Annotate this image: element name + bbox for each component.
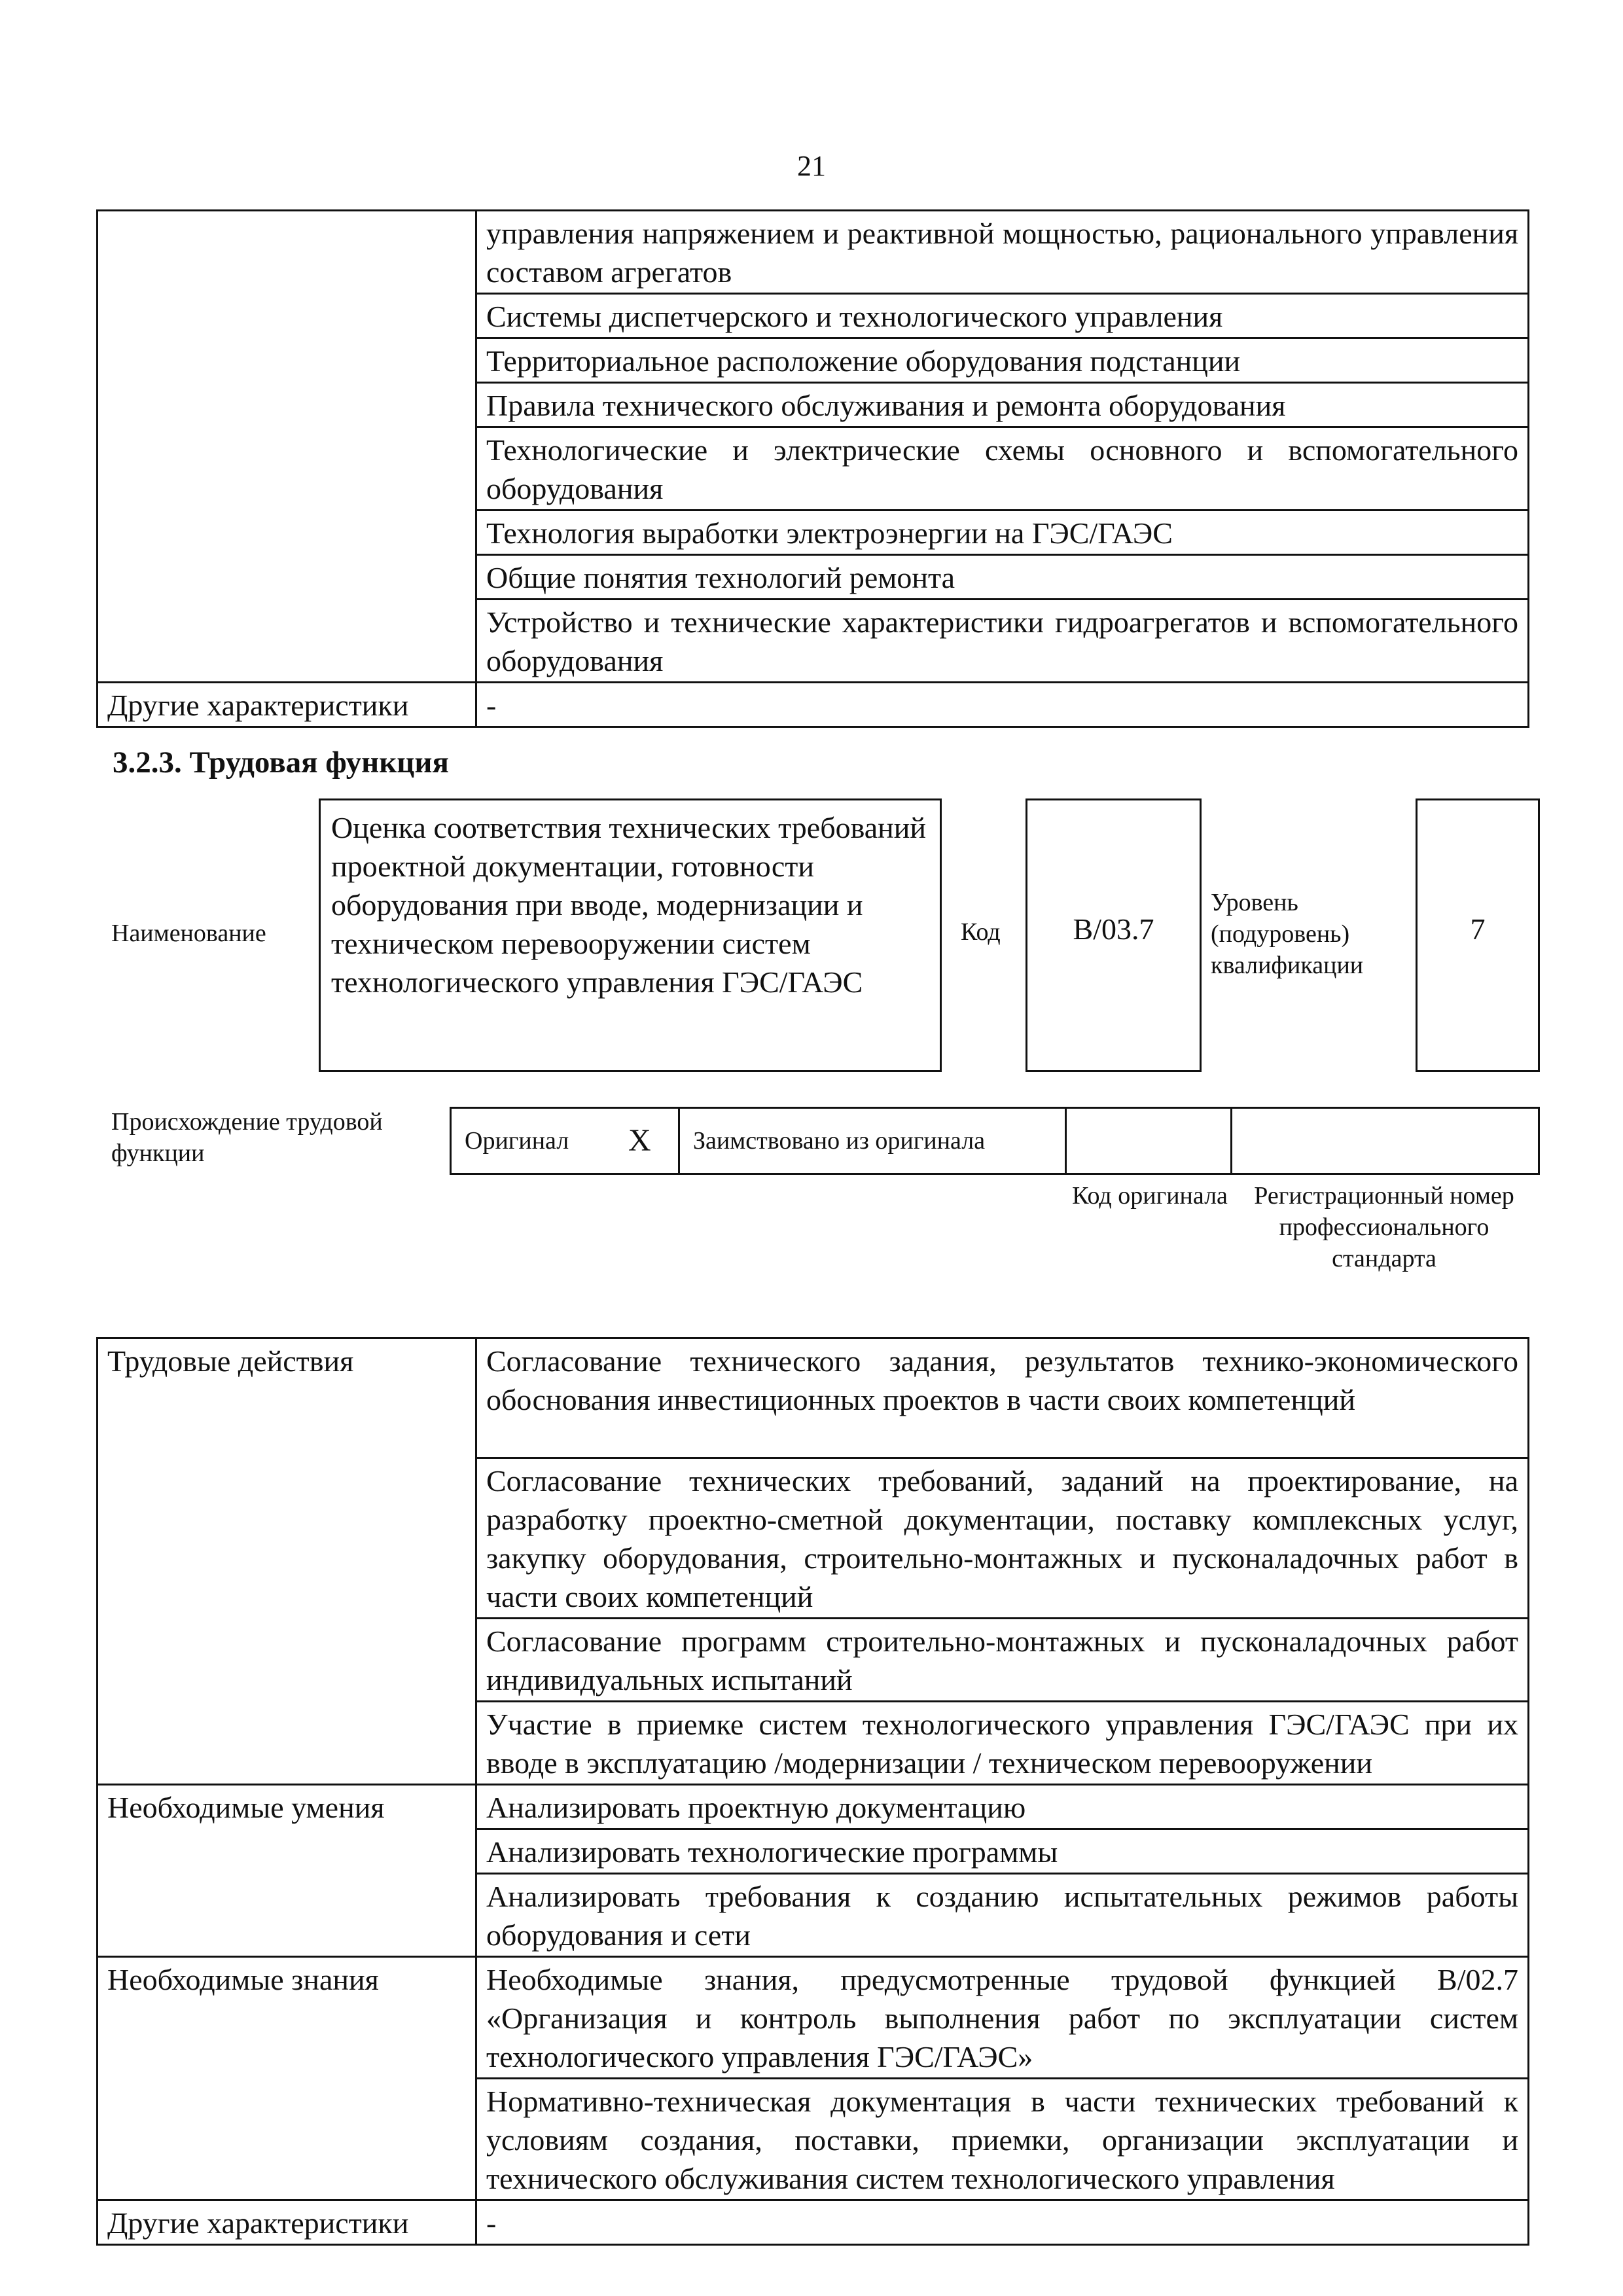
knowledge-item: Нормативно-техническая документация в части технических требований к условиям создания, поставки, приемки, организации эксплуатации и технического обслуживания систем технологического управления — [476, 2079, 1529, 2200]
main-table — [96, 1337, 1529, 2246]
original-code-cell — [1065, 1107, 1232, 1175]
original-mark: X — [628, 1123, 651, 1158]
name-box: Оценка соответствия технических требований проектной документации, готовности оборудования при вводе, модернизации и техническом перевооружении систем технологического управления ГЭС/ГАЭС — [319, 798, 942, 1072]
skills-label: Необходимые умения — [98, 1785, 476, 1957]
origin-row — [450, 1107, 1540, 1175]
knowledge-item: Необходимые знания, предусмотренные трудовой функцией B/02.7 «Организация и контроль выполнения работ по эксплуатации систем технологического управления ГЭС/ГАЭС» — [476, 1957, 1529, 2079]
top-table-row: Системы диспетчерского и технологического управления — [476, 294, 1529, 338]
action-item: Участие в приемке систем технологического управления ГЭС/ГАЭС при их вводе в эксплуатацию /модернизации / техническом перевооружении — [476, 1702, 1529, 1785]
page-number: 21 — [797, 150, 826, 182]
code-box: B/03.7 — [1026, 798, 1202, 1072]
top-table-row: Технологические и электрические схемы основного и вспомогательного оборудования — [476, 427, 1529, 511]
skill-item: Анализировать технологические программы — [476, 1829, 1529, 1874]
top-table — [96, 209, 1529, 728]
top-table-row: Технология выработки электроэнергии на ГЭС/ГАЭС — [476, 511, 1529, 555]
borrowed-cell: Заимствовано из оригинала — [678, 1107, 1067, 1175]
action-item: Согласование технического задания, результатов технико-экономического обоснования инвестиционных проектов в части своих компетенций — [476, 1338, 1529, 1458]
origin-label: Происхождение трудовой функции — [111, 1108, 383, 1167]
top-table-other-label: Другие характеристики — [98, 683, 476, 727]
top-table-row: управления напряжением и реактивной мощностью, рационального управления составом агрегатов — [476, 211, 1529, 294]
skill-item: Анализировать требования к созданию испытательных режимов работы оборудования и сети — [476, 1874, 1529, 1957]
top-table-empty-label-cell — [98, 211, 476, 683]
top-table-other-value: - — [476, 683, 1529, 727]
registration-number-cell — [1230, 1107, 1540, 1175]
code-label: Код — [961, 918, 1001, 946]
name-label: Наименование — [111, 920, 266, 947]
top-table-row: Общие понятия технологий ремонта — [476, 555, 1529, 600]
original-cell — [450, 1107, 680, 1175]
actions-label: Трудовые действия — [98, 1338, 476, 1785]
level-label: Уровень (подуровень) квалификации — [1211, 889, 1364, 979]
level-box: 7 — [1416, 798, 1540, 1072]
main-other-label: Другие характеристики — [98, 2200, 476, 2245]
code-original-caption: Код оригинала — [1072, 1182, 1228, 1210]
top-table-row: Территориальное расположение оборудования подстанции — [476, 338, 1529, 383]
knowledge-label: Необходимые знания — [98, 1957, 476, 2200]
main-other-value: - — [476, 2200, 1529, 2245]
registration-caption: Регистрационный номер профессионального стандарта — [1254, 1182, 1514, 1272]
original-label: Оригинал — [465, 1127, 569, 1155]
skill-item: Анализировать проектную документацию — [476, 1785, 1529, 1829]
action-item: Согласование программ строительно-монтажных и пусконаладочных работ индивидуальных испытаний — [476, 1619, 1529, 1702]
top-table-row: Устройство и технические характеристики гидроагрегатов и вспомогательного оборудования — [476, 600, 1529, 683]
section-title: 3.2.3. Трудовая функция — [113, 745, 449, 780]
action-item: Согласование технических требований, заданий на проектирование, на разработку проектно-сметной документации, поставку комплексных услуг, закупку оборудования, строительно-монтажных и пусконаладочных работ в части своих компетенций — [476, 1458, 1529, 1619]
top-table-row: Правила технического обслуживания и ремонта оборудования — [476, 383, 1529, 427]
